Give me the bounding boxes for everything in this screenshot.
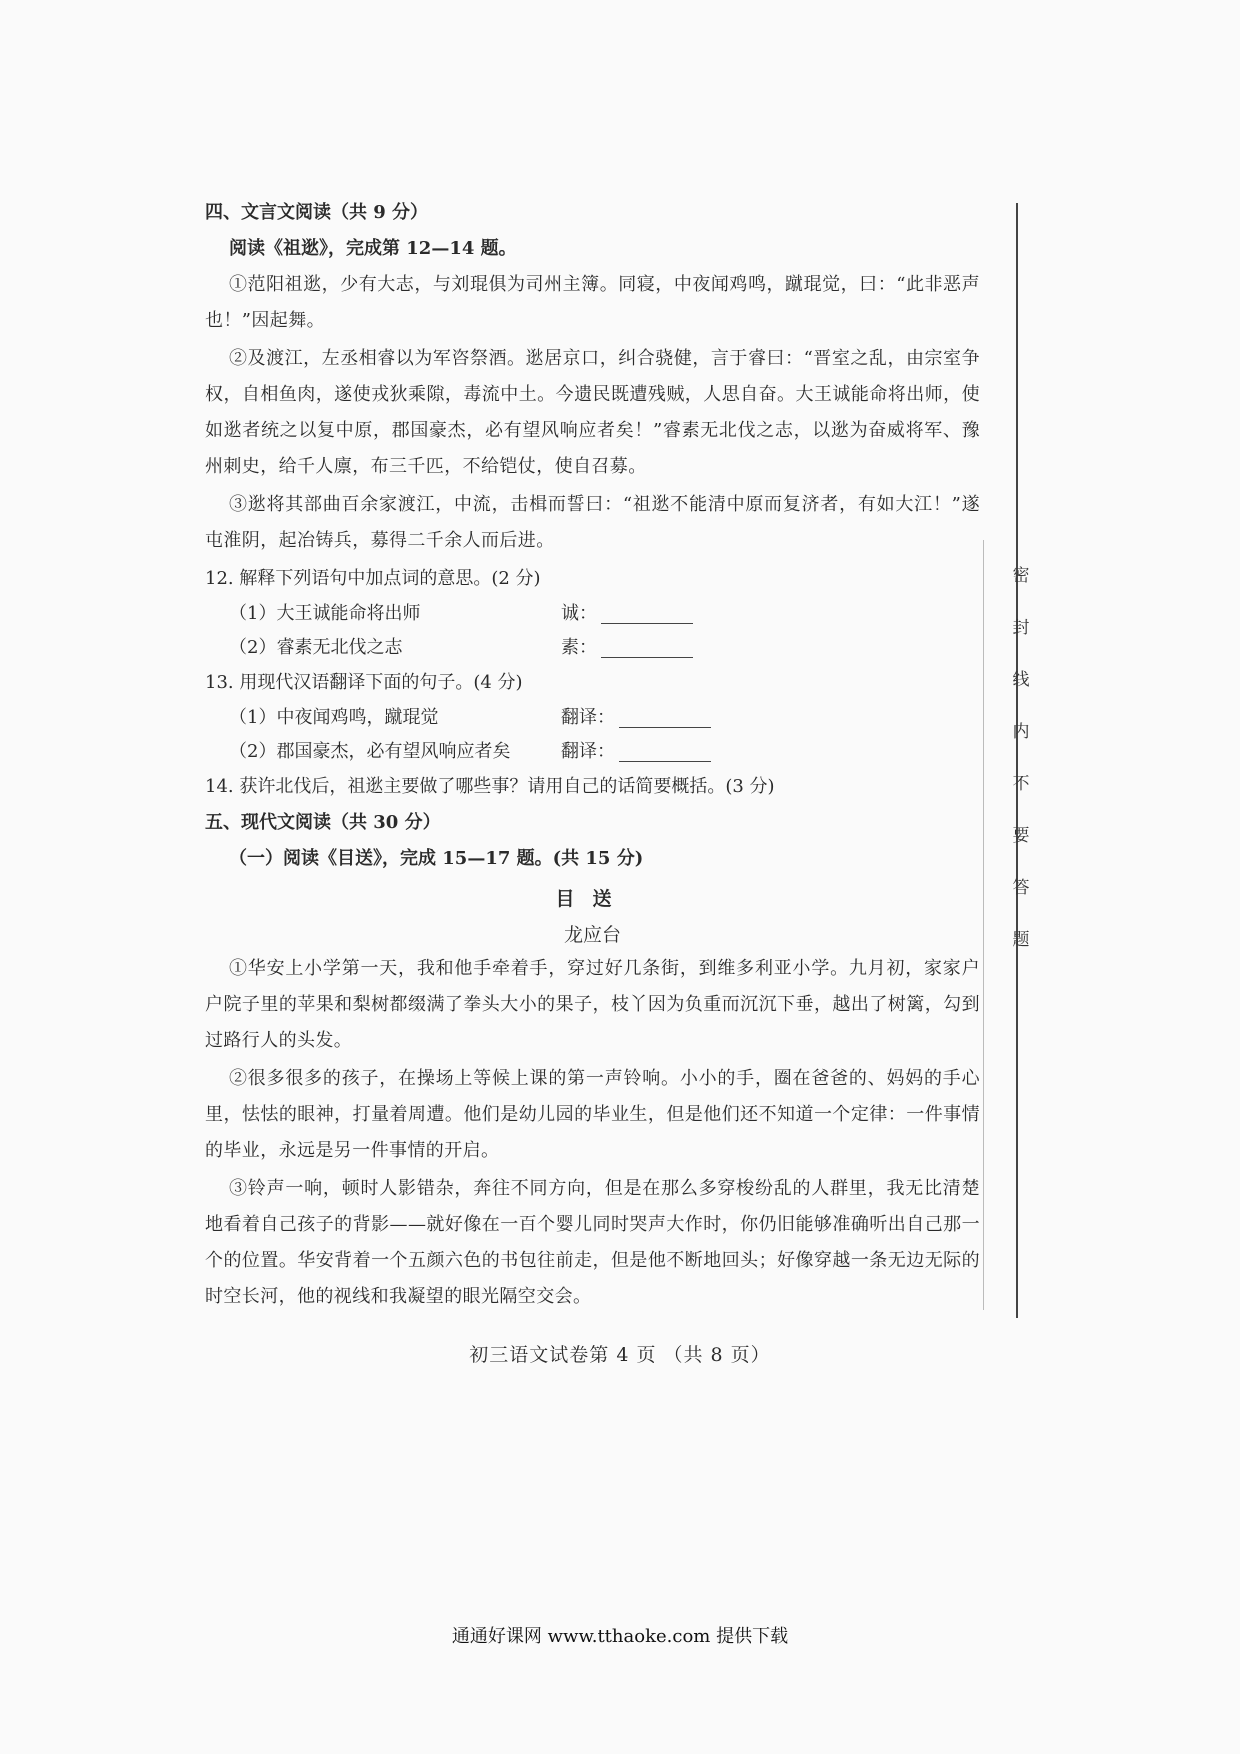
classical-paragraph-3: ③逖将其部曲百余家渡江，中流，击楫而誓曰：“祖逖不能清中原而复济者，有如大江！”遂屯淮阴，起冶铸兵，募得二千余人而后进。 [205,494,980,551]
question-13-item-1 [205,701,980,735]
question-13-item-1-label: 翻译： [561,707,615,728]
side-char: 封 [1012,618,1030,638]
question-12-stem: 12. 解释下列语句中加点词的意思。(2 分) [205,568,541,589]
question-12-item-2-label: 素： [561,637,597,658]
section5-heading: 五、现代文阅读（共 30 分） [205,812,441,833]
question-12-item-2 [205,631,980,665]
classical-paragraph-1: ①范阳祖逖，少有大志，与刘琨俱为司州主簿。同寝，中夜闻鸡鸣，蹴琨觉，曰：“此非恶声也！”因起舞。 [205,274,980,331]
question-13-item-2-text: （2）郡国豪杰，必有望风响应者矣 [229,741,511,762]
side-char: 答 [1012,878,1030,898]
question-13-stem: 13. 用现代汉语翻译下面的句子。(4 分) [205,672,523,693]
section4-instruction: 阅读《祖逖》，完成第 12—14 题。 [229,238,517,259]
question-13-item-2 [205,735,980,769]
side-char: 题 [1012,930,1030,950]
answer-blank[interactable] [619,743,711,762]
margin-rule [983,540,984,1310]
side-char: 内 [1012,722,1030,742]
side-char: 不 [1012,774,1030,794]
essay-author: 龙应台 [563,924,621,946]
exam-content [205,195,980,1317]
answer-blank[interactable] [601,639,693,658]
side-char: 密 [1012,566,1030,586]
side-char: 要 [1012,826,1030,846]
question-12-item-1-label: 诚： [561,603,597,624]
question-12-item-1 [205,597,980,631]
question-12-item-2-text: （2）睿素无北伐之志 [229,637,403,658]
essay-title: 目送 [555,888,630,910]
essay-paragraph-2: ②很多很多的孩子，在操场上等候上课的第一声铃响。小小的手，圈在爸爸的、妈妈的手心里，怯怯的眼神，打量着周遭。他们是幼儿园的毕业生，但是他们还不知道一个定律：一件事情的毕业，永远是另一件事情的开启。 [205,1068,980,1161]
answer-blank[interactable] [619,709,711,728]
answer-blank[interactable] [601,605,693,624]
question-13-item-1-text: （1）中夜闻鸡鸣，蹴琨觉 [229,707,439,728]
question-12-item-1-text: （1）大王诚能命将出师 [229,603,421,624]
question-13-item-2-label: 翻译： [561,741,615,762]
section4-heading: 四、文言文阅读（共 9 分） [205,202,429,223]
seal-line-notice [1006,550,1036,966]
essay-paragraph-1: ①华安上小学第一天，我和他手牵着手，穿过好几条街，到维多利亚小学。九月初，家家户户院子里的苹果和梨树都缀满了拳头大小的果子，枝丫因为负重而沉沉下垂，越出了树篱，勾到过路行人的头发。 [205,958,980,1051]
question-14: 14. 获许北伐后，祖逖主要做了哪些事？请用自己的话简要概括。(3 分) [205,776,775,797]
page-number: 初三语文试卷第 4 页 （共 8 页） [469,1344,771,1366]
side-char: 线 [1012,670,1030,690]
classical-paragraph-2: ②及渡江，左丞相睿以为军咨祭酒。逖居京口，纠合骁健，言于睿曰：“晋室之乱，由宗室争权，自相鱼肉，遂使戎狄乘隙，毒流中土。今遗民既遭残贼，人思自奋。大王诚能命将出师，使如逖者统之以复中原，郡国豪杰，必有望风响应者矣！”睿素无北伐之志，以逖为奋威将军、豫州刺史，给千人廪，布三千匹，不给铠仗，使自召募。 [205,348,980,477]
section5-sub: （一）阅读《目送》，完成 15—17 题。(共 15 分) [229,848,644,869]
download-source-link[interactable]: 通通好课网 www.tthaoke.com 提供下载 [451,1626,789,1647]
essay-paragraph-3: ③铃声一响，顿时人影错杂，奔往不同方向，但是在那么多穿梭纷乱的人群里，我无比清楚地看着自己孩子的背影——就好像在一百个婴儿同时哭声大作时，你仍旧能够准确听出自己那一个的位置。华安背着一个五颜六色的书包往前走，但是他不断地回头；好像穿越一条无边无际的时空长河，他的视线和我凝望的眼光隔空交会。 [205,1178,980,1307]
